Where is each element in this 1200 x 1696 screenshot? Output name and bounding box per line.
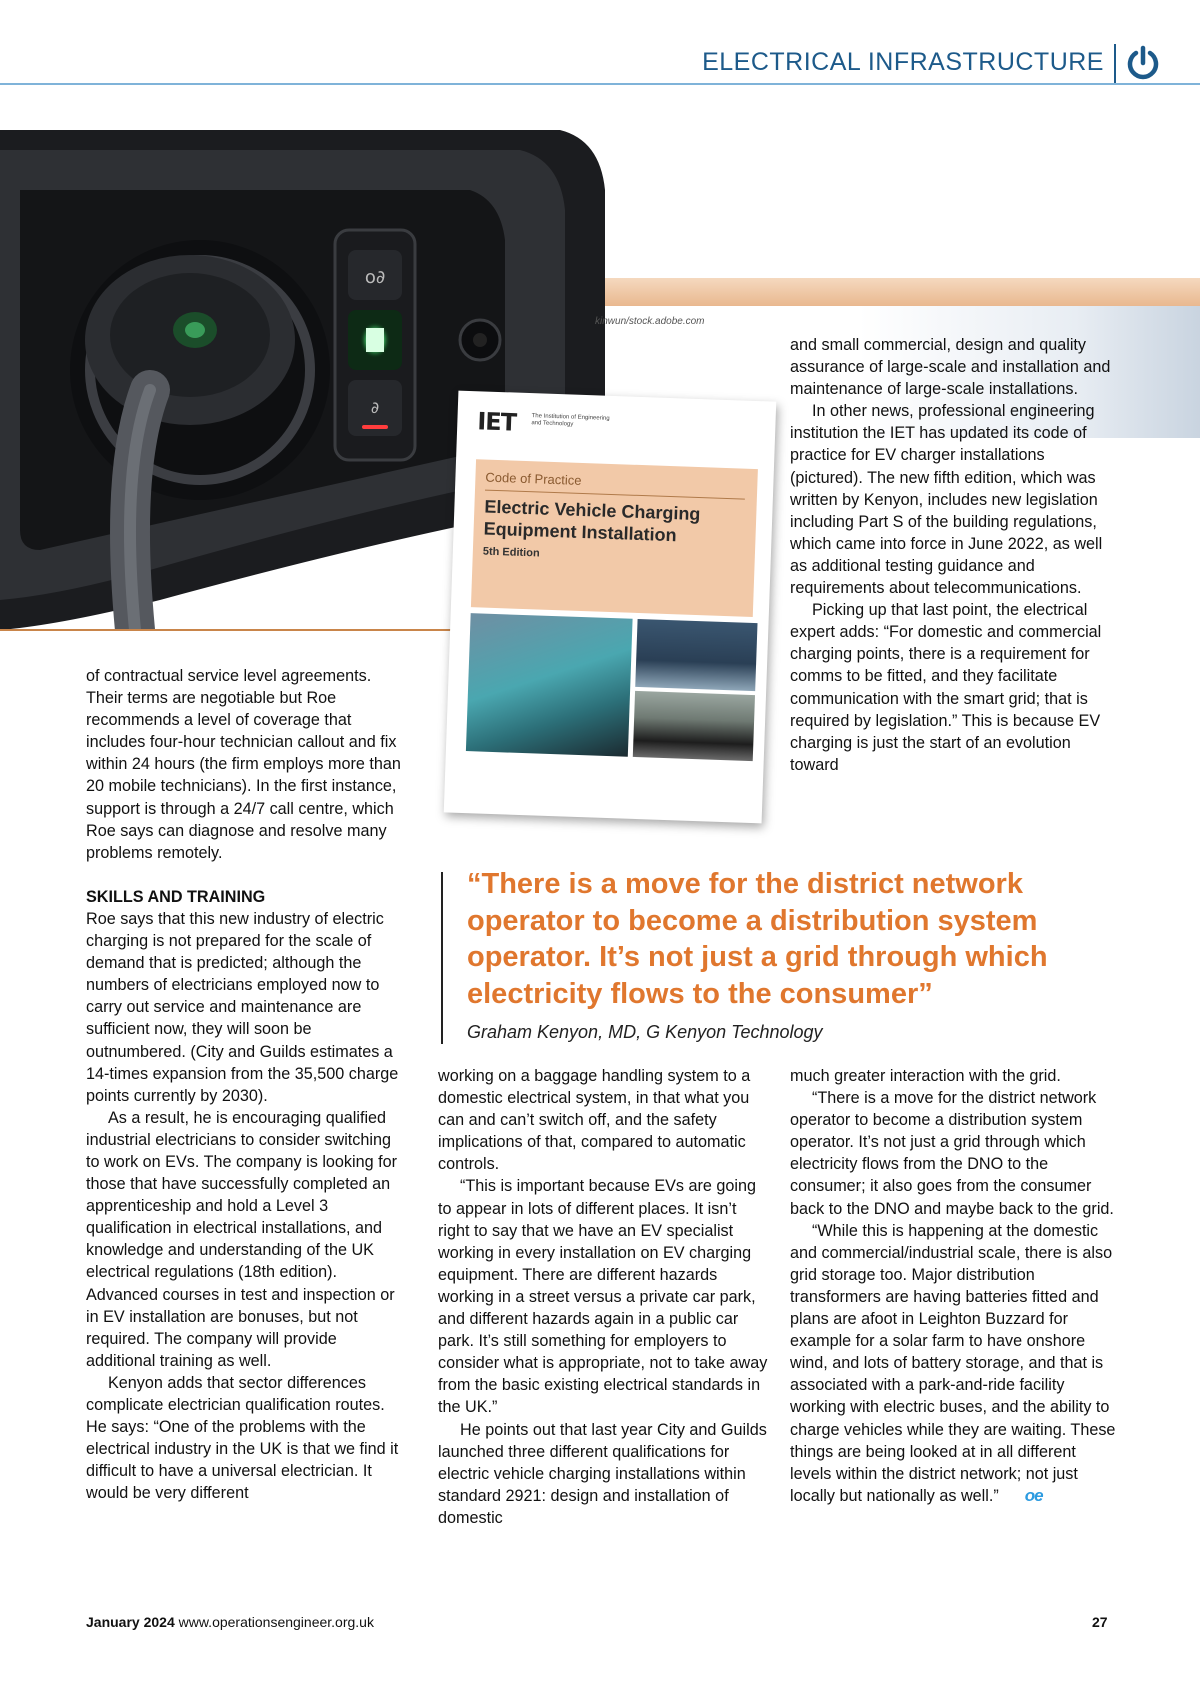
image-credit: kinwun/stock.adobe.com	[595, 316, 705, 327]
oe-end-mark: oe	[1024, 1485, 1043, 1505]
column-3-bottom	[790, 1065, 1120, 1507]
paragraph: much greater interaction with the grid.	[790, 1067, 1061, 1085]
cover-title: Electric Vehicle Charging Equipment Installation	[483, 496, 701, 546]
paragraph: of contractual service level agreements. Their terms are negotiable but Roe recommends a level of coverage that includes four-hour technician callout and fix within 24 hours (the firm employs more than 20 mobile technicians). In the first instance, support is through a 24/7 call centre, which Roe says can diagnose and resolve many problems remotely.	[86, 667, 401, 862]
svg-text:∂: ∂	[370, 398, 380, 417]
paragraph: “This is important because EVs are going to appear in lots of different places. It isn’t right to say that we have an EV specialist working in every installation on EV charging equipment. There are different hazards working in a street versus a private car park, and different hazards again in a public car park. It’s still something for employers to consider what is appropriate, not to take away from the basic existing electrical standards in the UK.”	[438, 1177, 768, 1417]
cover-title-panel	[471, 459, 758, 617]
svg-text:o∂: o∂	[364, 267, 386, 288]
cover-photo-charging	[466, 613, 633, 757]
header-rule	[0, 83, 1200, 85]
paragraph: He points out that last year City and Guilds launched three different qualifications for electric vehicle charging installations within standard 2921: design and installation of domestic	[438, 1420, 767, 1527]
cover-photo-chargers	[635, 619, 757, 691]
paragraph: Kenyon adds that sector differences complicate electrician qualification routes. He says: “One of the problems with the electrical industry in the UK is that we find it difficult to have a universal electrician. It would be very different	[86, 1373, 399, 1503]
iet-logo-subtitle: The Institution of Engineering and Technology	[531, 413, 610, 428]
cover-photo-taxi	[633, 691, 755, 761]
paragraph: In other news, professional engineering institution the IET has updated its code of practice for EV charger installations (pictured). The new fifth edition, which was written by Kenyon, includes new legislation including Part S of the building regulations, which came into force in June 2022, as well as additional testing guidance and requirements about telecommunications.	[790, 402, 1103, 598]
header-separator	[1114, 44, 1116, 84]
column-1	[86, 665, 408, 1504]
column-3-top	[790, 334, 1112, 776]
section-title: ELECTRICAL INFRASTRUCTURE	[702, 48, 1104, 76]
paragraph: working on a baggage handling system to a domestic electrical system, in that what you can and can’t switch off, and the safety implications of that, compared to automatic controls.	[438, 1067, 751, 1174]
paragraph	[790, 1220, 1120, 1507]
cover-photos	[464, 613, 752, 805]
pullquote-attribution: Graham Kenyon, MD, G Kenyon Technology	[467, 1022, 823, 1042]
subheading-skills: SKILLS AND TRAINING	[86, 887, 266, 906]
iet-logo: IET	[476, 407, 517, 437]
footer-date: January 2024	[86, 1614, 175, 1630]
paragraph-text: “While this is happening at the domestic and commercial/industrial scale, there is also grid storage too. Major distribution transformers are having batteries fitted and plans are afoot in Leighton Buzzard for example for a solar farm to have onshore wind, and lots of battery storage, and that is associated with a park-and-ride facility working with electric buses, and the ability to charge vehicles while they are waiting. These things are being looked at in all different levels within the district network; not just locally but nationally as well.”	[790, 1221, 1116, 1505]
paragraph: Picking up that last point, the electrical expert adds: “For domestic and commercial charging points, there is a requirement for comms to be fitted, and they facilitate communication with the smart grid; that is required by legislation.” This is because EV charging is just the start of an evolution toward	[790, 601, 1102, 774]
power-icon	[1124, 44, 1162, 82]
paragraph: Roe says that this new industry of electric charging is not prepared for the scale of demand that is predicted; although the numbers of electricians employed now to carry out service and maintenance are sufficient now, they will soon be outnumbered. (City and Guilds estimates a 14-times expansion from the 35,500 charge points currently by 2030).	[86, 909, 399, 1105]
footer	[86, 1614, 374, 1630]
cover-edition: 5th Edition	[482, 545, 540, 560]
cover-series: Code of Practice	[485, 469, 582, 488]
photo-rule	[0, 629, 470, 631]
paragraph: “There is a move for the district network operator to become a distribution system operator. It’s not just a grid through which electricity flows from the DNO to the consumer; it also goes from the consumer back to the DNO and maybe back to the grid.	[790, 1089, 1114, 1218]
footer-url: www.operationsengineer.org.uk	[178, 1614, 374, 1630]
column-2	[438, 1065, 768, 1529]
paragraph: and small commercial, design and quality assurance of large-scale and installation and maintenance of large-scale installations.	[790, 336, 1111, 399]
pullquote: “There is a move for the district network operator to become a distribution system operator. It’s not just a grid through which electricity flows to the consumer”	[467, 868, 1048, 1010]
code-of-practice-cover	[444, 391, 777, 824]
paragraph: As a result, he is encouraging qualified industrial electricians to consider switching to work on EVs. The company is looking for those that have successfully completed an apprenticeship and hold a Level 3 qualification in electrical installations, and knowledge and understanding of the UK electrical regulations (18th edition). Advanced courses in test and inspection or in EV installation are bonuses, but not required. The company will provide additional training as well.	[86, 1108, 398, 1370]
page-number: 27	[1092, 1614, 1108, 1630]
pullquote-rule	[441, 872, 443, 1044]
